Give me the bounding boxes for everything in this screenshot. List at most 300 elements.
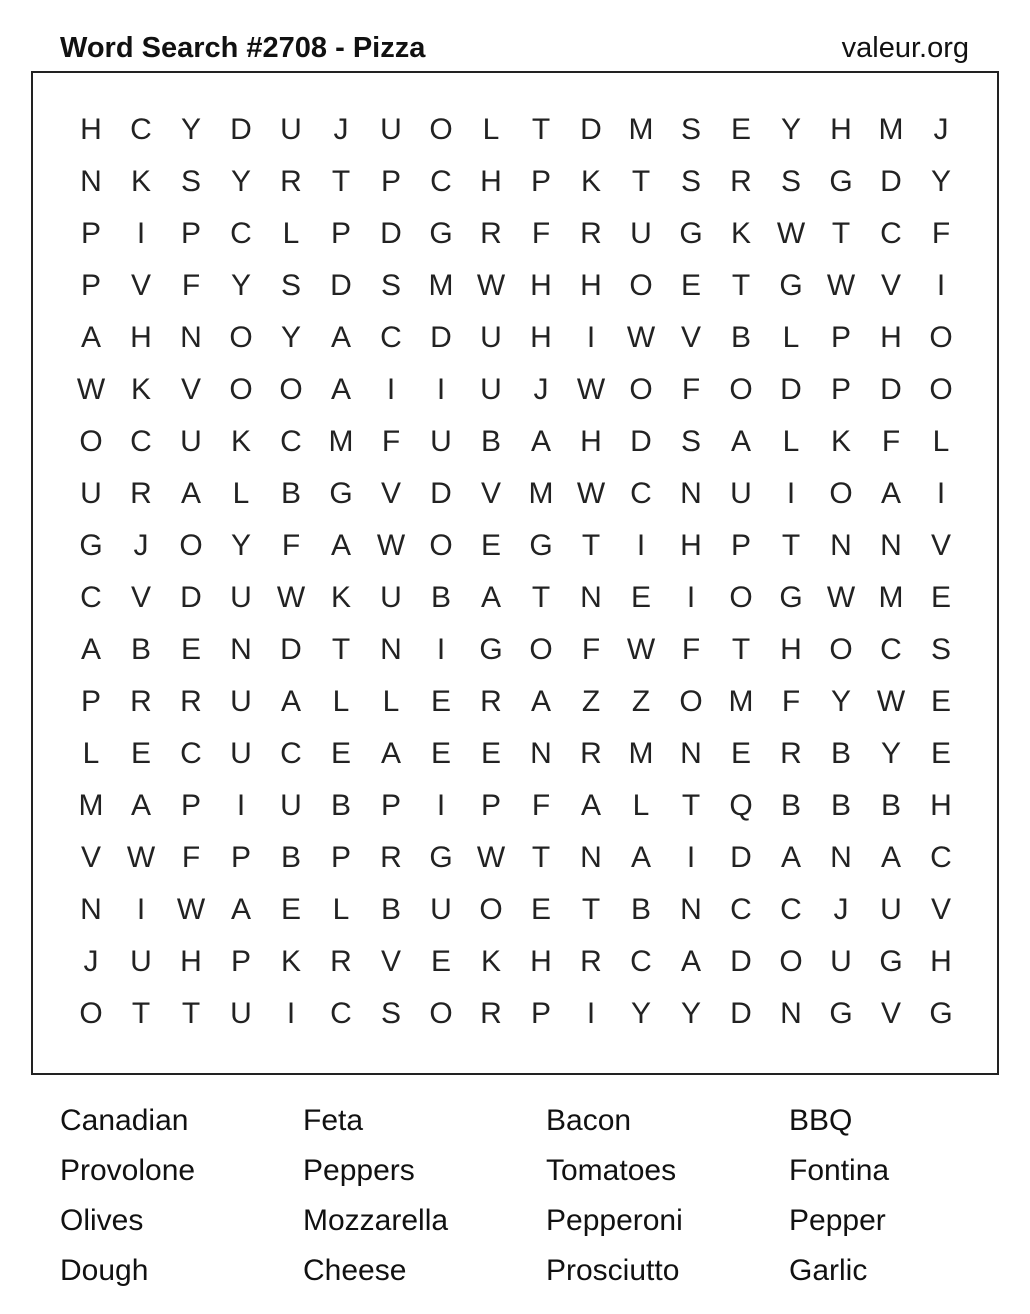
grid-cell[interactable]: C <box>630 477 652 510</box>
grid-cell[interactable]: I <box>686 841 696 874</box>
grid-cell[interactable]: M <box>878 113 904 146</box>
grid-cell[interactable]: L <box>932 425 950 458</box>
grid-cell[interactable]: I <box>586 321 596 354</box>
grid-cell[interactable]: Y <box>830 685 851 718</box>
grid-cell[interactable]: A <box>330 373 351 406</box>
grid-cell[interactable]: J <box>933 113 949 146</box>
grid-cell[interactable]: F <box>531 789 551 822</box>
grid-cell[interactable]: C <box>280 737 302 770</box>
grid-cell[interactable]: C <box>880 633 902 666</box>
grid-cell[interactable]: F <box>681 373 701 406</box>
grid-cell[interactable]: D <box>730 841 752 874</box>
grid-cell[interactable]: R <box>580 945 602 978</box>
grid-cell[interactable]: N <box>230 633 252 666</box>
grid-cell[interactable]: B <box>630 893 651 926</box>
grid-cell[interactable]: D <box>730 997 752 1030</box>
grid-cell[interactable]: V <box>930 893 951 926</box>
grid-cell[interactable]: C <box>380 321 402 354</box>
grid-cell[interactable]: K <box>280 945 301 978</box>
grid-cell[interactable]: A <box>180 477 201 510</box>
grid-cell[interactable]: O <box>779 945 803 978</box>
grid-cell[interactable]: T <box>531 113 551 146</box>
grid-cell[interactable]: L <box>782 321 800 354</box>
grid-cell[interactable]: S <box>780 165 801 198</box>
grid-cell[interactable]: O <box>429 997 453 1030</box>
grid-cell[interactable]: U <box>230 997 252 1030</box>
grid-cell[interactable]: T <box>531 841 551 874</box>
grid-cell[interactable]: M <box>428 269 454 302</box>
grid-cell[interactable]: V <box>380 945 401 978</box>
grid-cell[interactable]: G <box>479 633 503 666</box>
grid-cell[interactable]: D <box>430 321 452 354</box>
grid-cell[interactable]: C <box>780 893 802 926</box>
grid-cell[interactable]: B <box>430 581 451 614</box>
grid-cell[interactable]: U <box>380 581 402 614</box>
grid-cell[interactable]: C <box>80 581 102 614</box>
grid-cell[interactable]: R <box>180 685 202 718</box>
grid-cell[interactable]: O <box>829 477 853 510</box>
grid-cell[interactable]: S <box>180 165 201 198</box>
grid-cell[interactable]: D <box>780 373 802 406</box>
grid-cell[interactable]: K <box>580 165 601 198</box>
grid-cell[interactable]: L <box>382 685 400 718</box>
grid-cell[interactable]: W <box>826 581 856 614</box>
grid-cell[interactable]: A <box>80 321 101 354</box>
grid-cell[interactable]: Z <box>631 685 651 718</box>
grid-cell[interactable]: V <box>130 269 151 302</box>
grid-cell[interactable]: C <box>130 113 152 146</box>
grid-cell[interactable]: P <box>230 841 251 874</box>
grid-cell[interactable]: C <box>730 893 752 926</box>
grid-cell[interactable]: W <box>576 477 606 510</box>
grid-cell[interactable]: D <box>880 373 902 406</box>
grid-cell[interactable]: R <box>130 685 152 718</box>
grid-cell[interactable]: T <box>581 893 601 926</box>
grid-cell[interactable]: V <box>480 477 501 510</box>
grid-cell[interactable]: G <box>79 529 103 562</box>
grid-cell[interactable]: K <box>130 165 151 198</box>
grid-cell[interactable]: E <box>280 893 301 926</box>
grid-cell[interactable]: K <box>480 945 501 978</box>
grid-cell[interactable]: U <box>480 373 502 406</box>
grid-cell[interactable]: J <box>133 529 149 562</box>
grid-cell[interactable]: R <box>580 217 602 250</box>
grid-cell[interactable]: B <box>280 841 301 874</box>
grid-cell[interactable]: Y <box>230 529 251 562</box>
grid-cell[interactable]: O <box>279 373 303 406</box>
grid-cell[interactable]: Y <box>180 113 201 146</box>
grid-cell[interactable]: N <box>80 165 102 198</box>
grid-cell[interactable]: D <box>280 633 302 666</box>
grid-cell[interactable]: N <box>180 321 202 354</box>
grid-cell[interactable]: T <box>531 581 551 614</box>
grid-cell[interactable]: C <box>880 217 902 250</box>
grid-cell[interactable]: N <box>580 841 602 874</box>
grid-cell[interactable]: G <box>429 841 453 874</box>
grid-cell[interactable]: A <box>880 841 901 874</box>
grid-cell[interactable]: C <box>330 997 352 1030</box>
grid-cell[interactable]: U <box>630 217 652 250</box>
grid-cell[interactable]: F <box>781 685 801 718</box>
grid-cell[interactable]: E <box>130 737 151 770</box>
grid-cell[interactable]: A <box>380 737 401 770</box>
grid-cell[interactable]: U <box>430 893 452 926</box>
grid-cell[interactable]: V <box>880 269 901 302</box>
grid-cell[interactable]: A <box>580 789 601 822</box>
grid-cell[interactable]: B <box>830 789 851 822</box>
grid-cell[interactable]: G <box>779 581 803 614</box>
grid-cell[interactable]: W <box>826 269 856 302</box>
grid-cell[interactable]: O <box>629 269 653 302</box>
grid-cell[interactable]: G <box>329 477 353 510</box>
grid-cell[interactable]: P <box>730 529 751 562</box>
grid-cell[interactable]: E <box>530 893 551 926</box>
grid-cell[interactable]: V <box>880 997 901 1030</box>
grid-cell[interactable]: K <box>830 425 851 458</box>
grid-cell[interactable]: L <box>632 789 650 822</box>
grid-cell[interactable]: J <box>83 945 99 978</box>
grid-cell[interactable]: W <box>626 633 656 666</box>
grid-cell[interactable]: T <box>681 789 701 822</box>
grid-cell[interactable]: Q <box>729 789 753 822</box>
grid-cell[interactable]: U <box>80 477 102 510</box>
grid-cell[interactable]: O <box>429 113 453 146</box>
grid-cell[interactable]: F <box>281 529 301 562</box>
grid-cell[interactable]: C <box>430 165 452 198</box>
grid-cell[interactable]: E <box>480 529 501 562</box>
grid-cell[interactable]: H <box>130 321 152 354</box>
grid-cell[interactable]: J <box>333 113 349 146</box>
grid-cell[interactable]: U <box>880 893 902 926</box>
grid-cell[interactable]: K <box>230 425 251 458</box>
grid-cell[interactable]: F <box>581 633 601 666</box>
grid-cell[interactable]: P <box>80 685 101 718</box>
grid-cell[interactable]: N <box>680 737 702 770</box>
grid-cell[interactable]: E <box>630 581 651 614</box>
grid-cell[interactable]: B <box>480 425 501 458</box>
grid-cell[interactable]: Y <box>930 165 951 198</box>
grid-cell[interactable]: W <box>376 529 406 562</box>
grid-cell[interactable]: F <box>881 425 901 458</box>
grid-cell[interactable]: E <box>730 113 751 146</box>
grid-cell[interactable]: L <box>282 217 300 250</box>
grid-cell[interactable]: A <box>480 581 501 614</box>
grid-cell[interactable]: F <box>531 217 551 250</box>
grid-cell[interactable]: L <box>332 685 350 718</box>
grid-cell[interactable]: F <box>181 841 201 874</box>
grid-cell[interactable]: A <box>80 633 101 666</box>
grid-cell[interactable]: I <box>136 893 146 926</box>
grid-cell[interactable]: I <box>436 789 446 822</box>
grid-cell[interactable]: Y <box>780 113 801 146</box>
grid-cell[interactable]: G <box>529 529 553 562</box>
grid-cell[interactable]: U <box>830 945 852 978</box>
grid-cell[interactable]: Z <box>581 685 601 718</box>
grid-cell[interactable]: V <box>680 321 701 354</box>
grid-cell[interactable]: W <box>126 841 156 874</box>
grid-cell[interactable]: H <box>80 113 102 146</box>
grid-cell[interactable]: B <box>730 321 751 354</box>
grid-cell[interactable]: H <box>530 269 552 302</box>
grid-cell[interactable]: D <box>330 269 352 302</box>
grid-cell[interactable]: N <box>680 477 702 510</box>
grid-cell[interactable]: U <box>230 737 252 770</box>
grid-cell[interactable]: H <box>530 945 552 978</box>
grid-cell[interactable]: M <box>528 477 554 510</box>
grid-cell[interactable]: W <box>476 841 506 874</box>
grid-cell[interactable]: D <box>430 477 452 510</box>
grid-cell[interactable]: O <box>79 997 103 1030</box>
grid-cell[interactable]: W <box>476 269 506 302</box>
grid-cell[interactable]: H <box>480 165 502 198</box>
grid-cell[interactable]: F <box>931 217 951 250</box>
grid-cell[interactable]: M <box>78 789 104 822</box>
grid-cell[interactable]: D <box>380 217 402 250</box>
grid-cell[interactable]: N <box>580 581 602 614</box>
grid-cell[interactable]: V <box>380 477 401 510</box>
grid-cell[interactable]: R <box>130 477 152 510</box>
grid-cell[interactable]: A <box>530 425 551 458</box>
grid-cell[interactable]: H <box>780 633 802 666</box>
grid-cell[interactable]: B <box>880 789 901 822</box>
grid-cell[interactable]: K <box>330 581 351 614</box>
grid-cell[interactable]: G <box>829 165 853 198</box>
grid-cell[interactable]: A <box>330 529 351 562</box>
grid-cell[interactable]: T <box>731 633 751 666</box>
grid-cell[interactable]: I <box>686 581 696 614</box>
grid-cell[interactable]: M <box>328 425 354 458</box>
grid-cell[interactable]: H <box>930 789 952 822</box>
grid-cell[interactable]: O <box>629 373 653 406</box>
grid-cell[interactable]: H <box>180 945 202 978</box>
grid-cell[interactable]: E <box>430 685 451 718</box>
grid-cell[interactable]: U <box>380 113 402 146</box>
grid-cell[interactable]: F <box>681 633 701 666</box>
grid-cell[interactable]: O <box>729 373 753 406</box>
grid-cell[interactable]: L <box>782 425 800 458</box>
grid-cell[interactable]: D <box>180 581 202 614</box>
grid-cell[interactable]: A <box>330 321 351 354</box>
grid-cell[interactable]: O <box>429 529 453 562</box>
grid-cell[interactable]: I <box>586 997 596 1030</box>
grid-cell[interactable]: L <box>232 477 250 510</box>
grid-cell[interactable]: I <box>786 477 796 510</box>
grid-cell[interactable]: A <box>880 477 901 510</box>
grid-cell[interactable]: H <box>880 321 902 354</box>
grid-cell[interactable]: P <box>830 373 851 406</box>
grid-cell[interactable]: A <box>130 789 151 822</box>
grid-cell[interactable]: S <box>380 997 401 1030</box>
grid-cell[interactable]: P <box>830 321 851 354</box>
grid-cell[interactable]: E <box>430 737 451 770</box>
grid-cell[interactable]: S <box>380 269 401 302</box>
grid-cell[interactable]: I <box>636 529 646 562</box>
grid-cell[interactable]: U <box>430 425 452 458</box>
grid-cell[interactable]: P <box>180 789 201 822</box>
grid-cell[interactable]: P <box>80 217 101 250</box>
grid-cell[interactable]: I <box>436 633 446 666</box>
grid-cell[interactable]: A <box>680 945 701 978</box>
grid-cell[interactable]: T <box>581 529 601 562</box>
grid-cell[interactable]: K <box>730 217 751 250</box>
grid-cell[interactable]: W <box>576 373 606 406</box>
grid-cell[interactable]: H <box>580 425 602 458</box>
grid-cell[interactable]: H <box>930 945 952 978</box>
grid-cell[interactable]: P <box>180 217 201 250</box>
grid-cell[interactable]: N <box>530 737 552 770</box>
grid-cell[interactable]: S <box>280 269 301 302</box>
grid-cell[interactable]: G <box>829 997 853 1030</box>
grid-cell[interactable]: L <box>482 113 500 146</box>
grid-cell[interactable]: A <box>530 685 551 718</box>
grid-cell[interactable]: B <box>330 789 351 822</box>
grid-cell[interactable]: P <box>380 789 401 822</box>
grid-cell[interactable]: G <box>679 217 703 250</box>
grid-cell[interactable]: R <box>480 997 502 1030</box>
grid-cell[interactable]: V <box>930 529 951 562</box>
grid-cell[interactable]: W <box>76 373 106 406</box>
grid-cell[interactable]: P <box>530 997 551 1030</box>
grid-cell[interactable]: G <box>429 217 453 250</box>
grid-cell[interactable]: A <box>280 685 301 718</box>
grid-cell[interactable]: A <box>780 841 801 874</box>
grid-cell[interactable]: A <box>730 425 751 458</box>
grid-cell[interactable]: I <box>436 373 446 406</box>
grid-cell[interactable]: N <box>880 529 902 562</box>
grid-cell[interactable]: G <box>779 269 803 302</box>
grid-cell[interactable]: U <box>230 685 252 718</box>
grid-cell[interactable]: G <box>929 997 953 1030</box>
grid-cell[interactable]: A <box>230 893 251 926</box>
grid-cell[interactable]: R <box>380 841 402 874</box>
grid-cell[interactable]: B <box>130 633 151 666</box>
grid-cell[interactable]: T <box>331 633 351 666</box>
grid-cell[interactable]: B <box>780 789 801 822</box>
grid-cell[interactable]: T <box>631 165 651 198</box>
grid-cell[interactable]: O <box>179 529 203 562</box>
grid-cell[interactable]: O <box>679 685 703 718</box>
grid-cell[interactable]: Y <box>280 321 301 354</box>
grid-cell[interactable]: I <box>936 269 946 302</box>
grid-cell[interactable]: S <box>680 113 701 146</box>
grid-cell[interactable]: I <box>386 373 396 406</box>
grid-cell[interactable]: Y <box>630 997 651 1030</box>
grid-cell[interactable]: G <box>879 945 903 978</box>
grid-cell[interactable]: I <box>136 217 146 250</box>
grid-cell[interactable]: W <box>876 685 906 718</box>
grid-cell[interactable]: Y <box>230 165 251 198</box>
grid-cell[interactable]: P <box>330 841 351 874</box>
grid-cell[interactable]: W <box>626 321 656 354</box>
grid-cell[interactable]: O <box>229 373 253 406</box>
grid-cell[interactable]: H <box>580 269 602 302</box>
grid-cell[interactable]: C <box>280 425 302 458</box>
grid-cell[interactable]: P <box>230 945 251 978</box>
grid-cell[interactable]: F <box>381 425 401 458</box>
grid-cell[interactable]: O <box>929 373 953 406</box>
grid-cell[interactable]: J <box>533 373 549 406</box>
grid-cell[interactable]: D <box>580 113 602 146</box>
grid-cell[interactable]: H <box>530 321 552 354</box>
grid-cell[interactable]: P <box>330 217 351 250</box>
grid-cell[interactable]: O <box>79 425 103 458</box>
grid-cell[interactable]: E <box>930 737 951 770</box>
grid-cell[interactable]: T <box>731 269 751 302</box>
grid-cell[interactable]: N <box>80 893 102 926</box>
grid-cell[interactable]: T <box>331 165 351 198</box>
grid-cell[interactable]: C <box>130 425 152 458</box>
grid-cell[interactable]: R <box>280 165 302 198</box>
grid-cell[interactable]: L <box>82 737 100 770</box>
grid-cell[interactable]: U <box>730 477 752 510</box>
grid-cell[interactable]: N <box>830 841 852 874</box>
grid-cell[interactable]: P <box>530 165 551 198</box>
grid-cell[interactable]: O <box>729 581 753 614</box>
grid-cell[interactable]: U <box>280 113 302 146</box>
grid-cell[interactable]: A <box>630 841 651 874</box>
grid-cell[interactable]: B <box>380 893 401 926</box>
grid-cell[interactable]: C <box>930 841 952 874</box>
grid-cell[interactable]: N <box>380 633 402 666</box>
grid-cell[interactable]: R <box>330 945 352 978</box>
grid-cell[interactable]: K <box>130 373 151 406</box>
letter-grid[interactable] <box>66 104 966 1040</box>
grid-cell[interactable]: R <box>730 165 752 198</box>
grid-cell[interactable]: M <box>628 113 654 146</box>
grid-cell[interactable]: E <box>930 581 951 614</box>
grid-cell[interactable]: B <box>830 737 851 770</box>
grid-cell[interactable]: J <box>833 893 849 926</box>
grid-cell[interactable]: L <box>332 893 350 926</box>
grid-cell[interactable]: N <box>780 997 802 1030</box>
grid-cell[interactable]: U <box>180 425 202 458</box>
grid-cell[interactable]: O <box>479 893 503 926</box>
grid-cell[interactable]: Y <box>230 269 251 302</box>
grid-cell[interactable]: D <box>630 425 652 458</box>
grid-cell[interactable]: C <box>630 945 652 978</box>
grid-cell[interactable]: P <box>80 269 101 302</box>
grid-cell[interactable]: M <box>728 685 754 718</box>
grid-cell[interactable]: E <box>430 945 451 978</box>
grid-cell[interactable]: D <box>230 113 252 146</box>
grid-cell[interactable]: W <box>176 893 206 926</box>
grid-cell[interactable]: H <box>830 113 852 146</box>
grid-cell[interactable]: E <box>480 737 501 770</box>
grid-cell[interactable]: O <box>829 633 853 666</box>
grid-cell[interactable]: I <box>236 789 246 822</box>
grid-cell[interactable]: V <box>80 841 101 874</box>
grid-cell[interactable]: O <box>229 321 253 354</box>
grid-cell[interactable]: I <box>936 477 946 510</box>
grid-cell[interactable]: U <box>480 321 502 354</box>
grid-cell[interactable]: H <box>680 529 702 562</box>
grid-cell[interactable]: D <box>880 165 902 198</box>
grid-cell[interactable]: U <box>230 581 252 614</box>
grid-cell[interactable]: W <box>276 581 306 614</box>
grid-cell[interactable]: B <box>280 477 301 510</box>
grid-cell[interactable]: S <box>930 633 951 666</box>
grid-cell[interactable]: T <box>181 997 201 1030</box>
grid-cell[interactable]: O <box>529 633 553 666</box>
grid-cell[interactable]: R <box>780 737 802 770</box>
grid-cell[interactable]: U <box>130 945 152 978</box>
grid-cell[interactable]: V <box>130 581 151 614</box>
grid-cell[interactable]: E <box>180 633 201 666</box>
grid-cell[interactable]: R <box>480 217 502 250</box>
grid-cell[interactable]: C <box>230 217 252 250</box>
grid-cell[interactable]: U <box>280 789 302 822</box>
grid-cell[interactable]: M <box>628 737 654 770</box>
